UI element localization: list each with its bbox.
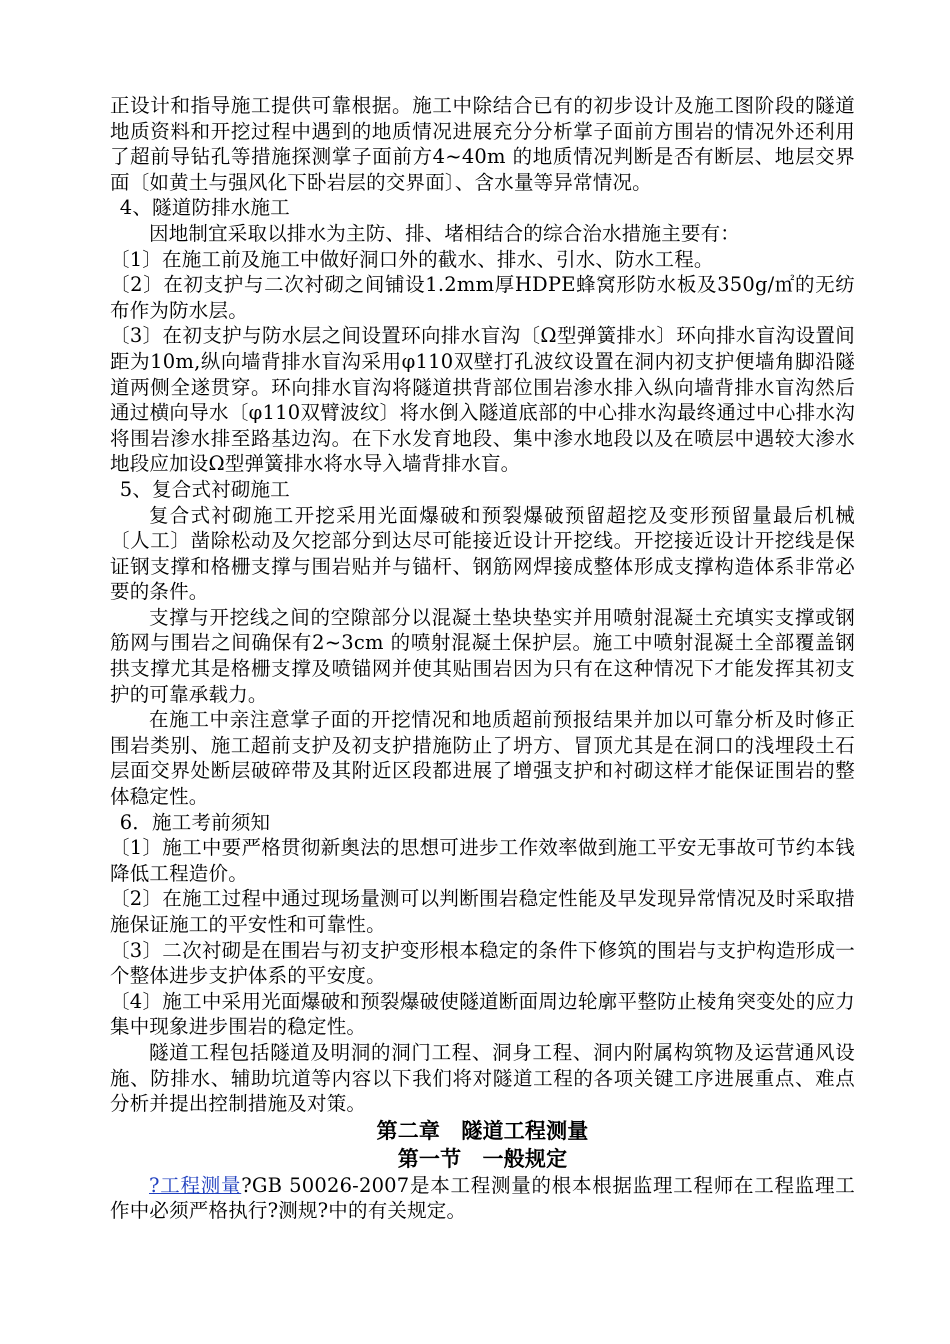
list-item: 〔3〕在初支护与防水层之间设置环向排水盲沟〔Ω型弹簧排水〕环向排水盲沟设置间距为10m,纵向墙背排水盲沟采用φ110双壁打孔波纹设置在洞内初支护便墙角脚沿隧道两侧全遂贯穿。环向排水盲沟将隧道拱背部位围岩渗水排入纵向墙背排水盲沟然后通过横向导水〔φ110双臂波纹〕将水倒入隧道底部的中心排水沟最终通过中心排水沟将围岩渗水排至路基边沟。在下水发育地段、集中渗水地段以及在喷层中遇较大渗水地段应加设Ω型弹簧排水将水导入墙背排水盲。 <box>110 324 855 476</box>
chapter-title: 第二章 隧道工程测量 <box>376 1118 589 1143</box>
paragraph: 隧道工程包括隧道及明洞的洞门工程、洞身工程、洞内附属构筑物及运营通风设施、防排水、辅助坑道等内容以下我们将对隧道工程的各项关键工序进展重点、难点分析并提出控制措施及对策。 <box>110 1040 855 1116</box>
paragraph: 支撑与开挖线之间的空隙部分以混凝土垫块垫实并用喷射混凝土充填实支撑或钢筋网与围岩之间确保有2~3cm 的喷射混凝土保护层。施工中喷射混凝土全部覆盖钢拱支撑尤其是格栅支撑及喷锚网并使其贴围岩因为只有在这种情况下才能发挥其初支护的可靠承载力。 <box>110 605 855 706</box>
paragraph <box>110 1173 855 1224</box>
list-item: 〔3〕二次衬砌是在围岩与初支护变形根本稳定的条件下修筑的围岩与支护构造形成一个整体进步支护体系的平安度。 <box>110 938 855 988</box>
list-item: 〔1〕在施工前及施工中做好洞口外的截水、排水、引水、防水工程。 <box>110 247 714 271</box>
paragraph: 正设计和指导施工提供可靠根据。施工中除结合已有的初步设计及施工图阶段的隧道地质资料和开挖过程中遇到的地质情况进展充分分析掌子面前方围岩的情况外还利用了超前导钻孔等措施探测掌子面前方4~40m 的地质情况判断是否有断层、地层交界面〔如黄土与强风化下卧岩层的交界面〕、含水量等异常情况。 <box>110 94 855 194</box>
list-item: 〔2〕在施工过程中通过现场量测可以判断围岩稳定性能及早发现异常情况及时采取措施保证施工的平安性和可靠性。 <box>110 887 855 936</box>
document-page <box>110 93 855 1224</box>
heading-lining: 5、复合式衬砌施工 <box>119 477 290 501</box>
heading-notes: 6．施工考前须知 <box>119 810 271 834</box>
paragraph: 复合式衬砌施工开挖采用光面爆破和预裂爆破预留超挖及变形预留量最后机械〔人工〕凿除松动及欠挖部分到达尽可能接近设计开挖线。开挖接近设计开挖线是保证钢支撑和格栅支撑与围岩贴并与锚杆、钢筋网焊接成整体形成支撑构造体系非常必要的条件。 <box>110 503 855 604</box>
heading-waterproofing: 4、隧道防排水施工 <box>119 196 290 220</box>
section-title: 第一节 一般规定 <box>397 1146 568 1171</box>
engineering-survey-link[interactable]: ?工程测量 <box>149 1173 242 1197</box>
paragraph: 因地制宜采取以排水为主防、排、堵相结合的综合治水措施主要有： <box>149 221 741 245</box>
paragraph: 在施工中亲注意掌子面的开挖情况和地质超前预报结果并加以可靠分析及时修正围岩类别、施工超前支护及初支护措施防止了坍方、冒顶尤其是在洞口的浅埋段土石层面交界处断层破碎带及其附近区段都进展了增强支护和衬砌这样才能保证围岩的整体稳定性。 <box>110 708 855 809</box>
paragraph-text: ?GB 50026-2007是本工程测量的根本根据监理工程师在工程监理工作中必须严格执行?测规?中的有关规定。 <box>110 1173 855 1223</box>
list-item: 〔1〕施工中要严格贯彻新奥法的思想可进步工作效率做到施工平安无事故可节约本钱降低工程造价。 <box>110 836 855 885</box>
list-item: 〔4〕施工中采用光面爆破和预裂爆破使隧道断面周边轮廓平整防止棱角突变处的应力集中现象进步围岩的稳定性。 <box>110 989 855 1039</box>
list-item: 〔2〕在初支护与二次衬砌之间铺设1.2mm厚HDPE蜂窝形防水板及350g/㎡的无纺布作为防水层。 <box>110 273 855 322</box>
